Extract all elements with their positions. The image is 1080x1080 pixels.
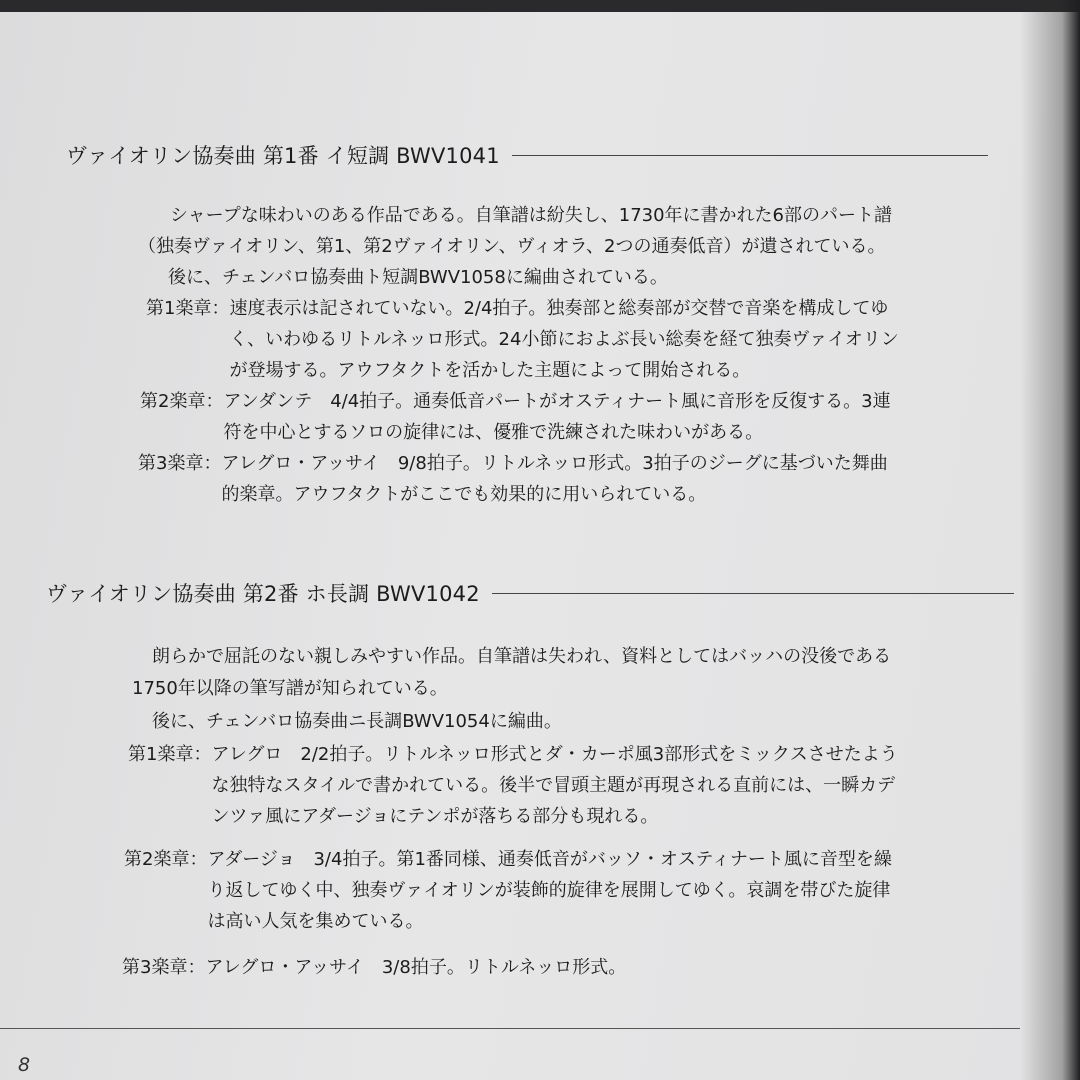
- footer-rule: [0, 1028, 1020, 1029]
- concerto1-movement-2: [140, 386, 891, 448]
- movement-text-line: アレグロ・アッサイ 9/8拍子。リトルネッロ形式。3拍子のジーグに基づいた舞曲: [221, 453, 888, 474]
- movement-text-line: 的楽章。アウフタクトがここでも効果的に用いられている。: [221, 484, 707, 505]
- movement-label: 第2楽章：: [124, 849, 208, 870]
- movement-label: 第3楽章：: [138, 453, 222, 474]
- concerto1-intro-line: （独奏ヴァイオリン、第1、第2ヴァイオリン、ヴィオラ、2つの通奏低音）が遺されている。: [138, 236, 886, 257]
- binding-shadow: [1020, 0, 1080, 1080]
- movement-text-line: 符を中心とするソロの旋律には、優雅で洗練された味わいがある。: [223, 422, 764, 443]
- concerto1-movement-3: [138, 448, 888, 510]
- concerto2-intro-line: 後に、チェンバロ協奏曲ニ長調BWV1054に編曲。: [152, 711, 562, 732]
- movement-text-line: は高い人気を集めている。: [207, 911, 424, 932]
- heading-rule: [492, 593, 1014, 594]
- concerto1-title: ヴァイオリン協奏曲 第1番 イ短調 BWV1041: [66, 144, 500, 168]
- movement-text-line: アンダンテ 4/4拍子。通奏低音パートがオスティナート風に音形を反復する。3連: [223, 391, 891, 412]
- movement-label: 第3楽章：: [122, 957, 206, 978]
- page-number: 8: [18, 1054, 31, 1076]
- concerto2-movement-1: [128, 739, 898, 832]
- concerto1-intro-line: シャープな味わいのある作品である。自筆譜は紛失し、1730年に書かれた6部のパート譜: [170, 205, 892, 226]
- movement-text-line: り返してゆく中、独奏ヴァイオリンが装飾的旋律を展開してゆく。哀調を帯びた旋律: [207, 880, 891, 901]
- concerto2-movement-2: [124, 844, 892, 937]
- movement-label: 第1楽章：: [146, 298, 230, 319]
- movement-text-line: アレグロ・アッサイ 3/8拍子。リトルネッロ形式。: [205, 957, 627, 978]
- movement-text-line: アダージョ 3/4拍子。第1番同様、通奏低音がバッソ・オスティナート風に音型を繰: [207, 849, 892, 870]
- movement-label: 第1楽章：: [128, 744, 212, 765]
- movement-text-line: アレグロ 2/2拍子。リトルネッロ形式とダ・カーポ風3部形式をミックスさせたよう: [211, 744, 898, 765]
- movement-text-line: 速度表示は記されていない。2/4拍子。独奏部と総奏部が交替で音楽を構成してゆ: [229, 298, 889, 319]
- movement-text-line: が登場する。アウフタクトを活かした主題によって開始される。: [229, 360, 751, 381]
- concerto1-movement-1: [146, 293, 899, 386]
- concerto1-intro-line: 後に、チェンバロ協奏曲ト短調BWV1058に編曲されている。: [168, 267, 668, 288]
- concerto2-intro-line: 1750年以降の筆写譜が知られている。: [132, 678, 448, 699]
- booklet-page: [0, 12, 1080, 1080]
- movement-text-line: ンツァ風にアダージョにテンポが落ちる部分も現れる。: [211, 806, 659, 827]
- concerto2-title: ヴァイオリン協奏曲 第2番 ホ長調 BWV1042: [46, 582, 480, 606]
- concerto2-heading: [46, 578, 1014, 608]
- concerto2-movement-3: [122, 952, 626, 983]
- concerto2-intro-line: 朗らかで屈託のない親しみやすい作品。自筆譜は失われ、資料としてはバッハの没後である: [152, 646, 892, 667]
- movement-text-line: く、いわゆるリトルネッロ形式。24小節におよぶ長い総奏を経て独奏ヴァイオリン: [229, 329, 899, 350]
- heading-rule: [512, 155, 988, 156]
- concerto1-heading: [66, 140, 988, 170]
- movement-label: 第2楽章：: [140, 391, 224, 412]
- movement-text-line: な独特なスタイルで書かれている。後半で冒頭主題が再現される直前には、一瞬カデ: [211, 775, 896, 796]
